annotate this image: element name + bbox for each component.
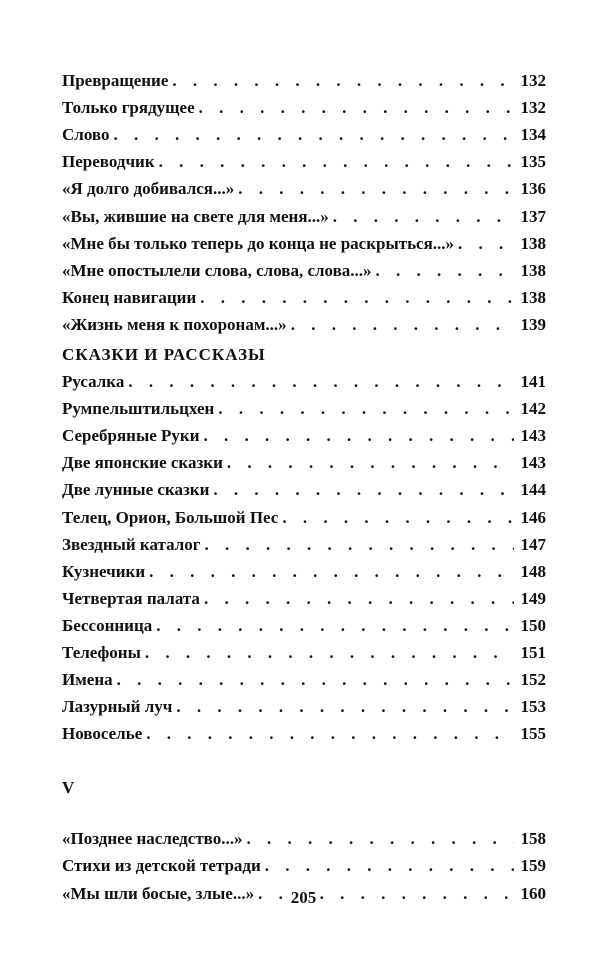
dot-leader (128, 372, 514, 392)
toc-entry-title: Две лунные сказки (62, 480, 210, 500)
dot-leader (238, 179, 514, 199)
toc-entry (62, 446, 546, 473)
dot-leader (333, 207, 514, 227)
dot-leader (205, 535, 515, 555)
dot-leader (291, 315, 514, 335)
toc-entry-page: 135 (520, 152, 546, 172)
toc-entry-title: Бессонница (62, 615, 153, 635)
dot-leader (200, 288, 514, 308)
toc-entry (62, 145, 546, 172)
toc-entry-page: 134 (520, 125, 546, 145)
toc-entry-title: Две японские сказки (62, 453, 223, 473)
toc-entry-title: Кузнечики (62, 561, 146, 581)
toc-entry (62, 91, 546, 118)
toc-entry-title: Стихи из детской тетради (62, 856, 261, 876)
dot-leader (149, 562, 514, 582)
toc-entry-page: 136 (520, 179, 546, 199)
toc-entry-page: 146 (520, 507, 546, 527)
toc-entry-page: 139 (520, 314, 546, 334)
toc-entry (62, 199, 546, 226)
toc-entry (62, 849, 546, 876)
toc-entry-page: 147 (520, 534, 546, 554)
dot-leader (204, 426, 514, 446)
toc-entry (62, 609, 546, 636)
toc-entry-title: Превращение (62, 71, 169, 91)
toc-entry-title: «Позднее наследство...» (62, 829, 243, 849)
dot-leader (213, 480, 514, 500)
toc-entry (62, 392, 546, 419)
toc-entry-page: 132 (520, 71, 546, 91)
toc-entry-title: «Мы шли босые, злые...» (62, 883, 255, 903)
toc-entry-title: Слово (62, 125, 110, 145)
toc-entry (62, 64, 546, 91)
toc-entry-title: Новоселье (62, 724, 143, 744)
toc-entry (62, 528, 546, 555)
toc-entry-title: Русалка (62, 372, 125, 392)
dot-leader (282, 508, 514, 528)
toc-entry (62, 636, 546, 663)
toc-entry-page: 138 (520, 233, 546, 253)
dot-leader (204, 589, 514, 609)
toc-entry-page: 142 (520, 399, 546, 419)
toc-entry (62, 555, 546, 582)
toc-entry-page: 144 (520, 480, 546, 500)
dot-leader (265, 856, 514, 876)
toc-entry-page: 150 (520, 615, 546, 635)
dot-leader (227, 453, 514, 473)
dot-leader (117, 670, 514, 690)
dot-leader (146, 724, 514, 744)
toc-entry-page: 149 (520, 588, 546, 608)
toc-entry (62, 172, 546, 199)
section-heading: СКАЗКИ И РАССКАЗЫ (62, 344, 266, 364)
toc-entry (62, 419, 546, 446)
toc-entry-page: 141 (520, 372, 546, 392)
toc-entry-title: Имена (62, 670, 113, 690)
dot-leader (199, 98, 514, 118)
toc-entry-title: Конец навигации (62, 287, 197, 307)
toc-entry-title: Звездный каталог (62, 534, 201, 554)
toc-entry-title: Румпельштильцхен (62, 399, 215, 419)
toc-entry-page: 160 (520, 883, 546, 903)
dot-leader (176, 697, 514, 717)
toc-entry-page: 155 (520, 724, 546, 744)
toc-entry-page: 151 (520, 642, 546, 662)
dot-leader (159, 152, 514, 172)
toc-entry-title: Серебряные Руки (62, 426, 200, 446)
toc-entry (62, 717, 546, 744)
dot-leader (376, 261, 514, 281)
dot-leader (113, 125, 514, 145)
dot-leader (156, 616, 514, 636)
toc-entry (62, 227, 546, 254)
toc-entry-title: Телефоны (62, 642, 141, 662)
toc-entry-title: Лазурный луч (62, 697, 173, 717)
toc-entry-page: 132 (520, 98, 546, 118)
toc-entry-title: Телец, Орион, Большой Пес (62, 507, 279, 527)
toc-entry (62, 582, 546, 609)
dot-leader (458, 234, 514, 254)
toc-entry-title: Четвертая палата (62, 588, 200, 608)
toc-group-2 (62, 365, 546, 744)
toc-entry-page: 143 (520, 453, 546, 473)
spacer (62, 744, 546, 768)
toc-entry-page: 148 (520, 561, 546, 581)
toc-entry (62, 822, 546, 849)
dot-leader (218, 399, 514, 419)
toc-entry (62, 308, 546, 335)
dot-leader (247, 829, 515, 849)
page-number: 205 (290, 888, 317, 907)
toc-entry-title: Только грядущее (62, 98, 195, 118)
toc-entry (62, 281, 546, 308)
toc-entry (62, 365, 546, 392)
toc-group-1 (62, 64, 546, 335)
toc-entry (62, 663, 546, 690)
dot-leader (172, 71, 514, 91)
toc-entry-page: 152 (520, 670, 546, 690)
toc-entry (62, 473, 546, 500)
toc-entry-title: «Мне опостылели слова, слова, слова...» (62, 260, 372, 280)
toc-entry-title: «Я долго добивался...» (62, 179, 235, 199)
toc-entry-page: 138 (520, 287, 546, 307)
toc-entry-page: 138 (520, 260, 546, 280)
toc-entry-title: «Вы, жившие на свете для меня...» (62, 206, 329, 226)
toc-entry-page: 159 (520, 856, 546, 876)
toc-entry-title: «Жизнь меня к похоронам...» (62, 314, 287, 334)
toc-entry (62, 500, 546, 527)
toc-entry-page: 158 (520, 829, 546, 849)
toc-entry-title: «Мне бы только теперь до конца не раскрыться...» (62, 233, 455, 253)
toc-entry-page: 137 (520, 206, 546, 226)
table-of-contents (62, 64, 546, 904)
dot-leader (145, 643, 514, 663)
toc-entry-page: 143 (520, 426, 546, 446)
toc-entry (62, 118, 546, 145)
toc-entry-page: 153 (520, 697, 546, 717)
toc-entry (62, 254, 546, 281)
toc-entry (62, 690, 546, 717)
toc-entry-title: Переводчик (62, 152, 155, 172)
part-heading-roman: V (62, 778, 75, 798)
spacer (62, 798, 546, 822)
